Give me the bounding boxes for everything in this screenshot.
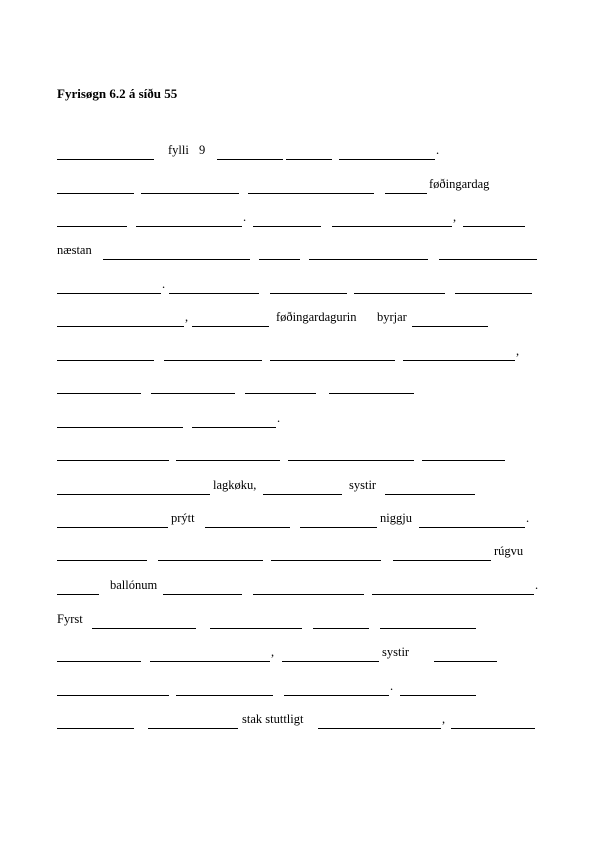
blank-field[interactable]: [57, 140, 154, 160]
printed-word: ,: [271, 645, 275, 659]
printed-word: ,: [516, 344, 520, 358]
printed-word: byrjar: [377, 310, 407, 324]
printed-word: ,: [185, 310, 189, 324]
blank-field[interactable]: [57, 408, 183, 428]
blank-field[interactable]: [434, 642, 497, 662]
printed-word: Fyrst: [57, 612, 83, 626]
blank-field[interactable]: [393, 541, 491, 561]
printed-word: føðingardagurin: [276, 310, 357, 324]
blank-field[interactable]: [380, 609, 476, 629]
blank-field[interactable]: [210, 609, 302, 629]
blank-field[interactable]: [151, 374, 235, 394]
blank-field[interactable]: [205, 508, 290, 528]
printed-word: 9: [199, 143, 206, 157]
blank-field[interactable]: [271, 541, 381, 561]
blank-field[interactable]: [309, 240, 428, 260]
blank-field[interactable]: [57, 174, 134, 194]
blank-field[interactable]: [263, 475, 342, 495]
printed-word: .: [162, 277, 166, 291]
blank-field[interactable]: [57, 541, 147, 561]
blank-field[interactable]: [192, 307, 269, 327]
blank-field[interactable]: [412, 307, 488, 327]
blank-field[interactable]: [57, 307, 184, 327]
blank-field[interactable]: [141, 174, 239, 194]
blank-field[interactable]: [339, 140, 435, 160]
printed-word: ,: [453, 210, 457, 224]
blank-field[interactable]: [253, 575, 364, 595]
blank-field[interactable]: [400, 676, 476, 696]
blank-field[interactable]: [103, 240, 250, 260]
blank-field[interactable]: [372, 575, 534, 595]
blank-field[interactable]: [57, 676, 169, 696]
printed-word: ballónum: [110, 578, 158, 592]
blank-field[interactable]: [463, 207, 525, 227]
blank-field[interactable]: [248, 174, 374, 194]
blank-field[interactable]: [253, 207, 321, 227]
blank-field[interactable]: [313, 609, 369, 629]
blank-field[interactable]: [270, 341, 395, 361]
printed-word: .: [243, 210, 247, 224]
printed-word: .: [526, 511, 530, 525]
printed-word: .: [277, 411, 281, 425]
blank-field[interactable]: [288, 441, 414, 461]
blank-field[interactable]: [300, 508, 377, 528]
blank-field[interactable]: [270, 274, 347, 294]
blank-field[interactable]: [57, 642, 141, 662]
blank-field[interactable]: [245, 374, 316, 394]
blank-field[interactable]: [176, 441, 280, 461]
blank-field[interactable]: [150, 642, 270, 662]
blank-field[interactable]: [57, 475, 210, 495]
printed-word: .: [436, 143, 440, 157]
blank-field[interactable]: [419, 508, 525, 528]
blank-field[interactable]: [332, 207, 452, 227]
printed-word: lagkøku,: [213, 478, 257, 492]
blank-field[interactable]: [57, 274, 161, 294]
printed-word: systir: [382, 645, 410, 659]
blank-field[interactable]: [169, 274, 259, 294]
blank-field[interactable]: [385, 475, 475, 495]
printed-word: næstan: [57, 243, 92, 257]
blank-field[interactable]: [148, 709, 238, 729]
blank-field[interactable]: [422, 441, 505, 461]
printed-word: .: [390, 679, 394, 693]
blank-field[interactable]: [329, 374, 414, 394]
printed-word: systir: [349, 478, 377, 492]
blank-field[interactable]: [282, 642, 379, 662]
blank-field[interactable]: [455, 274, 532, 294]
blank-field[interactable]: [259, 240, 300, 260]
blank-field[interactable]: [57, 441, 169, 461]
printed-word: prýtt: [171, 511, 195, 525]
blank-field[interactable]: [439, 240, 537, 260]
page-title: Fyrisøgn 6.2 á síðu 55: [57, 86, 178, 101]
blank-field[interactable]: [354, 274, 445, 294]
blank-field[interactable]: [403, 341, 515, 361]
blank-field[interactable]: [451, 709, 535, 729]
blank-field[interactable]: [163, 575, 242, 595]
blank-field[interactable]: [136, 207, 242, 227]
blank-field[interactable]: [158, 541, 263, 561]
printed-word: stak stuttligt: [242, 712, 304, 726]
printed-word: ,: [442, 712, 446, 726]
printed-word: fylli: [168, 143, 189, 157]
blank-field[interactable]: [164, 341, 262, 361]
printed-word: føðingardag: [429, 177, 490, 191]
blank-field[interactable]: [176, 676, 273, 696]
blank-field[interactable]: [286, 140, 332, 160]
blank-field[interactable]: [217, 140, 283, 160]
blank-field[interactable]: [192, 408, 276, 428]
blank-field[interactable]: [57, 575, 99, 595]
blank-field[interactable]: [57, 341, 154, 361]
blank-field[interactable]: [318, 709, 441, 729]
blank-field[interactable]: [284, 676, 389, 696]
blank-field[interactable]: [385, 174, 427, 194]
printed-word: niggju: [380, 511, 412, 525]
blank-field[interactable]: [57, 508, 168, 528]
blank-field[interactable]: [57, 709, 134, 729]
blank-field[interactable]: [57, 207, 127, 227]
blank-field[interactable]: [92, 609, 196, 629]
printed-word: .: [535, 578, 539, 592]
blank-field[interactable]: [57, 374, 141, 394]
printed-word: rúgvu: [494, 544, 524, 558]
